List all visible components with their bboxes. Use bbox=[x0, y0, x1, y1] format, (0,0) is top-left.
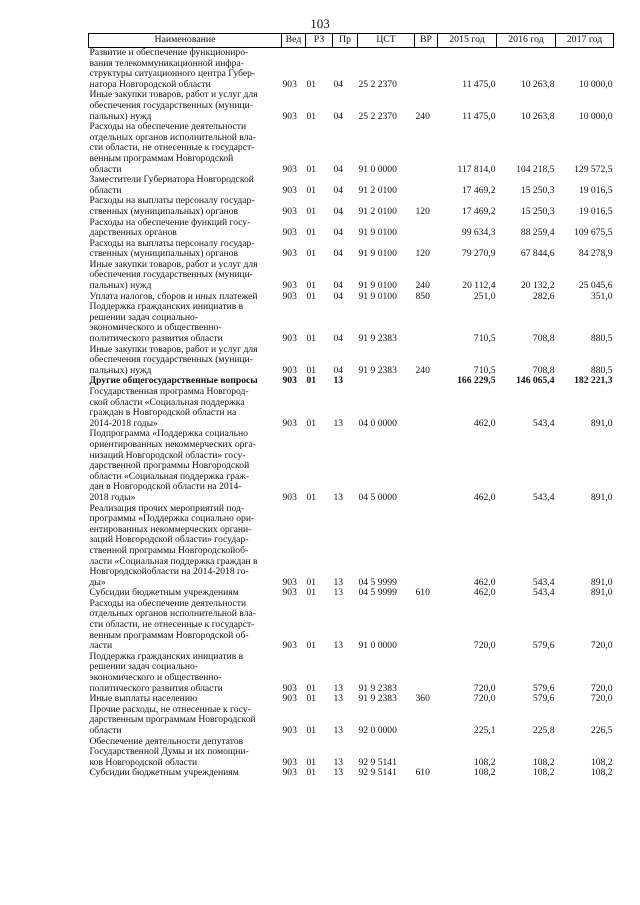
row-2015-value: 20 112,4 bbox=[462, 280, 496, 292]
row-pr: 04 bbox=[333, 205, 344, 217]
row-vr bbox=[415, 504, 438, 589]
row-vr: 850 bbox=[415, 290, 430, 302]
row-rz: 01 bbox=[306, 417, 317, 429]
table-row bbox=[89, 429, 614, 503]
row-2017-value: 129 572,5 bbox=[574, 163, 613, 175]
row-ved: 903 bbox=[282, 163, 297, 175]
row-cst: 91 9 0100 bbox=[358, 290, 397, 302]
row-name: Обеспечение деятельности депутатов Государственной Думы и их помощни- ков Новгородской области bbox=[89, 735, 249, 768]
row-2017-value: 891,0 bbox=[590, 417, 613, 429]
row-rz: 01 bbox=[306, 110, 317, 122]
row-2016-value: 108,2 bbox=[532, 756, 555, 768]
row-2017-value: 720,0 bbox=[590, 693, 613, 705]
row-2016-value: 108,2 bbox=[532, 767, 555, 779]
row-ved: 903 bbox=[282, 767, 297, 779]
row-name: Уплата налогов, сборов и иных платежей bbox=[89, 290, 258, 302]
row-2015-value: 11 475,0 bbox=[462, 78, 496, 90]
row-ved: 903 bbox=[282, 205, 297, 217]
row-2016-value: 543,4 bbox=[532, 587, 555, 599]
row-2015-value: 710,5 bbox=[473, 333, 496, 345]
row-ved: 903 bbox=[282, 280, 297, 292]
row-2015-value: 462,0 bbox=[473, 491, 496, 503]
row-vr: 240 bbox=[415, 280, 430, 292]
row-2017-value: 891,0 bbox=[590, 576, 613, 588]
row-2015-value: 11 475,0 bbox=[462, 110, 496, 122]
row-rz: 01 bbox=[306, 205, 317, 217]
row-name: Расходы на обеспечение деятельности отдельных органов исполнительной вла- сти области, не отнесенные к государст- венным программам Новгородской об- ласти bbox=[89, 597, 256, 652]
row-cst: 92 9 5141 bbox=[358, 756, 397, 768]
row-2016-value: 20 132,2 bbox=[520, 280, 555, 292]
row-2015-value: 79 270,9 bbox=[461, 248, 496, 260]
row-vr: 360 bbox=[415, 693, 430, 705]
col-header-2016: 2016 год bbox=[497, 34, 556, 48]
row-rz: 01 bbox=[306, 756, 317, 768]
row-rz: 01 bbox=[306, 576, 317, 588]
budget-table bbox=[88, 33, 614, 779]
row-cst: 92 9 5141 bbox=[358, 767, 397, 779]
row-ved: 903 bbox=[282, 491, 297, 503]
row-cst: 91 2 0100 bbox=[358, 184, 397, 196]
row-pr: 04 bbox=[333, 290, 344, 302]
row-ved: 903 bbox=[282, 227, 297, 239]
row-name: Прочие расходы, не отнесенные к госу- дарственным программам Новгородской области bbox=[89, 703, 256, 736]
row-ved: 903 bbox=[282, 184, 297, 196]
table-row bbox=[89, 345, 614, 377]
row-2016-value: 543,4 bbox=[532, 417, 555, 429]
table-row bbox=[89, 239, 614, 260]
row-2015-value: 720,0 bbox=[473, 640, 496, 652]
row-rz: 01 bbox=[306, 227, 317, 239]
row-cst: 04 5 0000 bbox=[358, 491, 397, 503]
row-2015-value: 720,0 bbox=[473, 682, 496, 694]
table-row bbox=[89, 260, 614, 292]
row-2015-value: 117 814,0 bbox=[457, 163, 496, 175]
row-2017-value: 720,0 bbox=[590, 682, 613, 694]
row-cst: 91 0 0000 bbox=[358, 640, 397, 652]
row-name: Расходы на выплаты персоналу государ- ственных (муниципальных) органов bbox=[89, 237, 255, 260]
row-vr: 240 bbox=[415, 364, 430, 376]
row-2015-value: 17 469,2 bbox=[461, 184, 496, 196]
row-2017-value: 84 278,9 bbox=[578, 248, 613, 260]
table-row bbox=[89, 652, 614, 694]
row-name: Развитие и обеспечение функциониро- вания телекоммуникационной инфра- структуры ситуационного центра Губер- натора Новгородской области bbox=[89, 47, 256, 90]
table-row bbox=[89, 122, 614, 175]
row-name: Поддержка гражданских инициатив в решении задач социально- экономического и общественно- политического развития области bbox=[89, 650, 244, 694]
col-header-cst: ЦСТ bbox=[358, 34, 415, 48]
row-pr: 04 bbox=[333, 110, 344, 122]
table-row bbox=[89, 175, 614, 196]
row-2015-value: 462,0 bbox=[473, 587, 496, 599]
row-pr: 13 bbox=[333, 693, 344, 705]
row-2016-value: 708,8 bbox=[532, 333, 555, 345]
row-rz: 01 bbox=[306, 248, 317, 260]
row-cst: 92 0 0000 bbox=[358, 725, 397, 736]
row-pr: 13 bbox=[333, 375, 344, 387]
col-header-ved: Вед bbox=[282, 34, 306, 48]
row-2016-value: 579,6 bbox=[532, 640, 555, 652]
row-name: Субсидии бюджетным учреждениям bbox=[89, 767, 239, 779]
row-ved: 903 bbox=[282, 587, 297, 599]
row-vr: 610 bbox=[415, 767, 430, 779]
row-2015-value: 108,2 bbox=[473, 756, 496, 768]
row-name: Поддержка гражданских инициатив в решении задач социально- экономического и общественно- политического развития области bbox=[89, 301, 244, 345]
row-name: Государственная программа Новгород- ской области «Социальная поддержка граждан в Новгородской области на 2014-2018 годы» bbox=[89, 386, 249, 429]
row-vr bbox=[415, 737, 438, 769]
col-header-2017: 2017 год bbox=[556, 34, 614, 48]
row-vr: 120 bbox=[415, 205, 430, 217]
row-pr: 13 bbox=[333, 491, 344, 503]
row-pr: 04 bbox=[333, 78, 344, 90]
row-2017-value: 19 016,5 bbox=[578, 184, 613, 196]
row-ved: 903 bbox=[282, 364, 297, 376]
row-2017-value: 19 016,5 bbox=[578, 205, 613, 217]
row-2015-value: 462,0 bbox=[473, 417, 496, 429]
table-row bbox=[89, 504, 614, 589]
page-number: 103 bbox=[310, 16, 330, 31]
table-row bbox=[89, 768, 614, 779]
row-2016-value: 15 250,3 bbox=[520, 184, 555, 196]
row-pr: 13 bbox=[333, 417, 344, 429]
row-2017-value: 226,5 bbox=[590, 725, 613, 736]
row-2016-value: 282,6 bbox=[532, 290, 555, 302]
row-name: Расходы на обеспечение деятельности отдельных органов исполнительной вла- сти области, не отнесенные к государст- венным программам Новгородской области bbox=[89, 121, 256, 175]
row-2015-value: 225,1 bbox=[473, 725, 496, 736]
row-vr bbox=[415, 429, 438, 503]
row-rz: 01 bbox=[306, 682, 317, 694]
row-rz: 01 bbox=[306, 333, 317, 345]
row-cst: 25 2 2370 bbox=[358, 110, 397, 122]
row-rz: 01 bbox=[306, 640, 317, 652]
table-header-row bbox=[89, 34, 614, 48]
row-rz: 01 bbox=[306, 375, 317, 387]
row-2017-value: 880,5 bbox=[590, 364, 613, 376]
row-pr: 13 bbox=[333, 640, 344, 652]
row-2017-value: 108,2 bbox=[590, 767, 613, 779]
col-header-2015: 2015 год bbox=[438, 34, 497, 48]
table-row bbox=[89, 387, 614, 429]
row-ved: 903 bbox=[282, 576, 297, 588]
row-ved: 903 bbox=[282, 417, 297, 429]
row-2017-value: 10 000,0 bbox=[578, 110, 613, 122]
row-ved: 903 bbox=[282, 725, 297, 736]
row-pr: 13 bbox=[333, 756, 344, 768]
row-2017-value: 10 000,0 bbox=[578, 78, 613, 90]
table-row bbox=[89, 48, 614, 91]
row-2016-value: 146 065,4 bbox=[516, 375, 555, 387]
row-rz: 01 bbox=[306, 184, 317, 196]
row-pr: 04 bbox=[333, 333, 344, 345]
row-vr bbox=[415, 48, 438, 91]
row-ved: 903 bbox=[282, 640, 297, 652]
row-ved: 903 bbox=[282, 78, 297, 90]
table-row bbox=[89, 90, 614, 122]
row-cst: 91 2 0100 bbox=[358, 205, 397, 217]
row-ved: 903 bbox=[282, 756, 297, 768]
row-rz: 01 bbox=[306, 725, 317, 736]
row-ved: 903 bbox=[282, 375, 297, 387]
row-2015-value: 166 229,5 bbox=[457, 375, 496, 387]
row-rz: 01 bbox=[306, 767, 317, 779]
row-2015-value: 720,0 bbox=[473, 693, 496, 705]
row-2016-value: 543,4 bbox=[532, 491, 555, 503]
table-body bbox=[89, 48, 614, 779]
row-cst: 91 0 0000 bbox=[358, 163, 397, 175]
row-vr: 240 bbox=[415, 110, 430, 122]
row-pr: 04 bbox=[333, 364, 344, 376]
row-2015-value: 108,2 bbox=[473, 767, 496, 779]
row-cst: 91 9 2383 bbox=[358, 333, 397, 345]
row-ved: 903 bbox=[282, 290, 297, 302]
row-2016-value: 579,6 bbox=[532, 693, 555, 705]
row-2017-value: 182 221,3 bbox=[574, 375, 613, 387]
row-pr: 04 bbox=[333, 184, 344, 196]
row-vr: 120 bbox=[415, 248, 430, 260]
row-ved: 903 bbox=[282, 248, 297, 260]
row-cst: 04 5 9999 bbox=[358, 576, 397, 588]
row-vr bbox=[415, 302, 438, 344]
col-header-rz: РЗ bbox=[306, 34, 333, 48]
table-row bbox=[89, 218, 614, 239]
row-pr: 04 bbox=[333, 280, 344, 292]
row-2016-value: 579,6 bbox=[532, 682, 555, 694]
row-name: Расходы на выплаты персоналу государ- ственных (муниципальных) органов bbox=[89, 195, 255, 217]
row-name: Другие общегосударственные вопросы bbox=[89, 375, 258, 387]
row-rz: 01 bbox=[306, 364, 317, 376]
row-name: Иные закупки товаров, работ и услуг для обеспечения государственных (муници- пальных) нужд bbox=[89, 89, 258, 122]
row-pr: 13 bbox=[333, 587, 344, 599]
row-2016-value: 104 218,5 bbox=[516, 163, 555, 175]
row-2017-value: 25 045,6 bbox=[578, 280, 613, 292]
row-2016-value: 543,4 bbox=[532, 576, 555, 588]
row-rz: 01 bbox=[306, 290, 317, 302]
row-rz: 01 bbox=[306, 163, 317, 175]
row-2016-value: 15 250,3 bbox=[520, 205, 555, 217]
row-cst: 91 9 2383 bbox=[358, 364, 397, 376]
row-pr: 13 bbox=[333, 682, 344, 694]
row-2016-value: 88 259,4 bbox=[520, 227, 555, 239]
row-name: Заместители Губернатора Новгородской области bbox=[89, 174, 254, 196]
row-cst: 91 9 0100 bbox=[358, 248, 397, 260]
row-2015-value: 17 469,2 bbox=[461, 205, 496, 217]
row-rz: 01 bbox=[306, 693, 317, 705]
row-ved: 903 bbox=[282, 333, 297, 345]
row-vr bbox=[415, 122, 438, 175]
row-2017-value: 891,0 bbox=[590, 491, 613, 503]
row-cst: 04 5 9999 bbox=[358, 587, 397, 599]
row-pr: 04 bbox=[333, 227, 344, 239]
row-cst: 91 9 0100 bbox=[358, 280, 397, 292]
row-vr bbox=[415, 218, 438, 239]
table-row bbox=[89, 196, 614, 217]
row-cst: 91 9 2383 bbox=[358, 693, 397, 705]
row-pr: 13 bbox=[333, 767, 344, 779]
table-row bbox=[89, 737, 614, 769]
row-cst: 25 2 2370 bbox=[358, 78, 397, 90]
row-name: Иные выплаты населению bbox=[89, 693, 198, 705]
row-2016-value: 10 263,8 bbox=[520, 110, 555, 122]
row-2015-value: 462,0 bbox=[473, 576, 496, 588]
row-2016-value: 10 263,8 bbox=[520, 78, 555, 90]
row-pr: 13 bbox=[333, 725, 344, 736]
table-row bbox=[89, 705, 614, 737]
row-name: Расходы на обеспечение функций госу- дарственных органов bbox=[89, 216, 251, 239]
row-cst: 91 9 2383 bbox=[358, 682, 397, 694]
row-vr bbox=[415, 387, 438, 429]
row-2015-value: 99 634,3 bbox=[461, 227, 496, 239]
row-name: Реализация прочих мероприятий под- программы «Поддержка социально ори- ентированных некоммерческих органи- заций Новгородской области» государ- ственной программы Новгородскойоб- ласти «Социальная поддержка граждан в Новгородскойобласти на 2014-2018 го- ды» bbox=[89, 502, 258, 588]
row-rz: 01 bbox=[306, 587, 317, 599]
row-2017-value: 108,2 bbox=[590, 756, 613, 768]
row-2017-value: 891,0 bbox=[590, 587, 613, 599]
row-vr: 610 bbox=[415, 587, 430, 599]
table-row bbox=[89, 599, 614, 652]
col-header-vr: ВР bbox=[415, 34, 438, 48]
row-rz: 01 bbox=[306, 280, 317, 292]
row-cst: 04 0 0000 bbox=[358, 417, 397, 429]
row-ved: 903 bbox=[282, 682, 297, 694]
row-name: Подпрограмма «Поддержка социально ориентированных некоммерческих орга- низаций Новгородской области» госу- дарственной программы Новгородской области «Социальная поддержка граж- дан в Новгородской области на 2014- 2018 годы» bbox=[89, 428, 256, 503]
row-vr bbox=[415, 376, 438, 387]
row-rz: 01 bbox=[306, 78, 317, 90]
row-pr: 04 bbox=[333, 248, 344, 260]
row-2017-value: 109 675,5 bbox=[574, 227, 613, 239]
row-cst bbox=[358, 376, 415, 387]
row-2017-value: 720,0 bbox=[590, 640, 613, 652]
row-ved: 903 bbox=[282, 693, 297, 705]
row-2015-value: 710,5 bbox=[473, 364, 496, 376]
row-vr bbox=[415, 705, 438, 737]
row-vr bbox=[415, 175, 438, 196]
row-2016-value: 67 844,6 bbox=[520, 248, 555, 260]
table-row bbox=[89, 302, 614, 344]
col-header-pr: Пр bbox=[333, 34, 358, 48]
row-2016-value: 708,8 bbox=[532, 364, 555, 376]
row-pr: 13 bbox=[333, 576, 344, 588]
row-2015-value: 251,0 bbox=[473, 290, 496, 302]
row-vr bbox=[415, 599, 438, 652]
row-rz: 01 bbox=[306, 491, 317, 503]
row-pr: 04 bbox=[333, 163, 344, 175]
row-2016-value: 225,8 bbox=[532, 725, 555, 736]
row-2017-value: 351,0 bbox=[590, 290, 613, 302]
row-ved: 903 bbox=[282, 110, 297, 122]
row-name: Субсидии бюджетным учреждениям bbox=[89, 587, 239, 599]
row-name: Иные закупки товаров, работ и услуг для обеспечения государственных (муници- пальных) нужд bbox=[89, 258, 258, 292]
col-header-name: Наименование bbox=[89, 34, 282, 48]
row-name: Иные закупки товаров, работ и услуг для обеспечения государственных (муници- пальных) нужд bbox=[89, 343, 258, 376]
row-vr bbox=[415, 652, 438, 694]
row-2017-value: 880,5 bbox=[590, 333, 613, 345]
row-cst: 91 9 0100 bbox=[358, 227, 397, 239]
